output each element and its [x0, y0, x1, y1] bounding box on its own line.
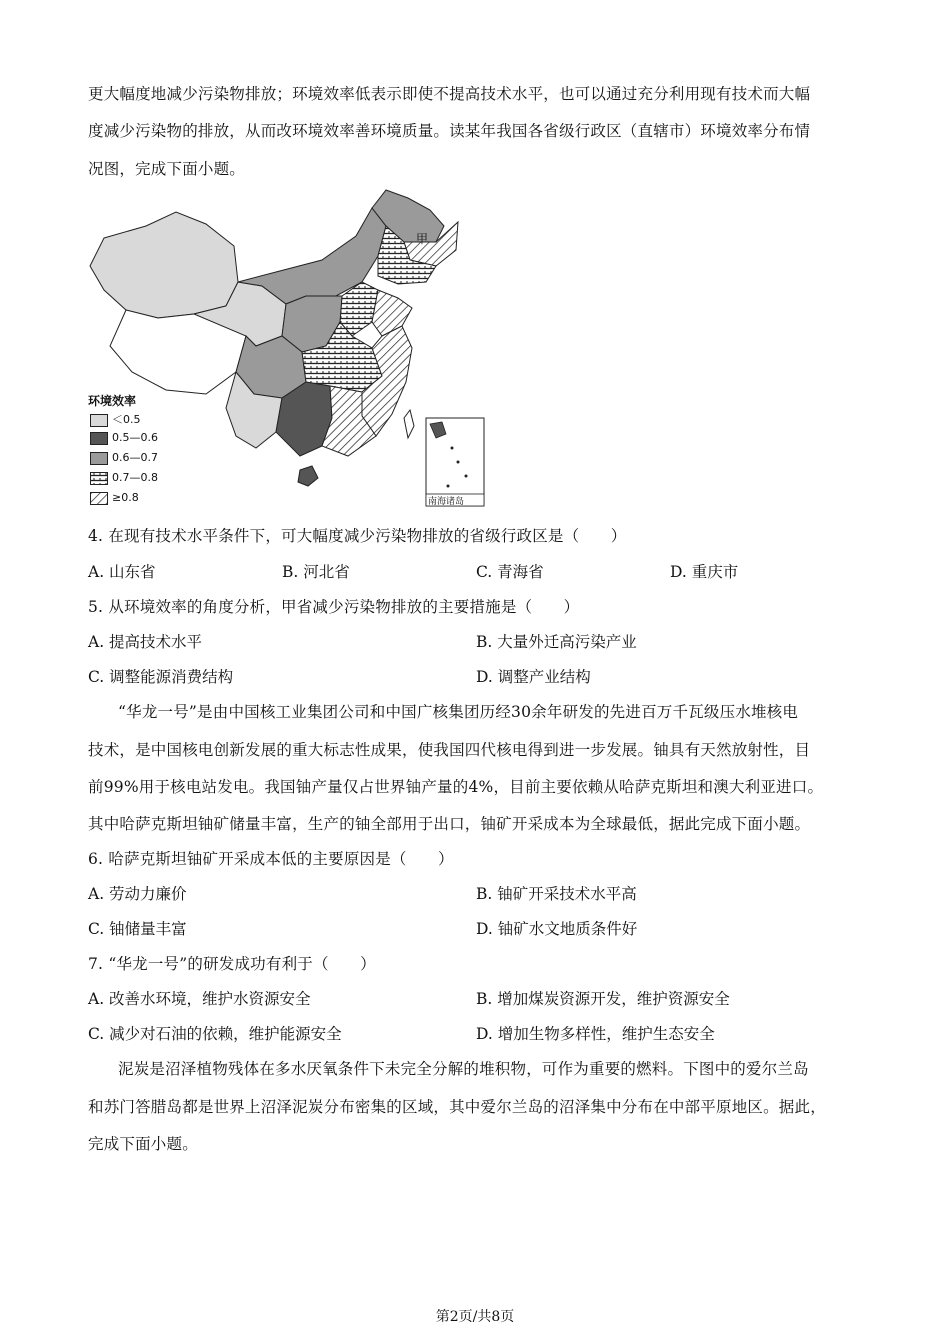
q7-option-c[interactable]: C. 减少对石油的依赖，维护能源安全 — [88, 1025, 342, 1043]
passage2-line-4: 其中哈萨克斯坦铀矿储量丰富，生产的铀全部用于出口，铀矿开采成本为全球最低，据此完成下面小题。 — [88, 815, 811, 833]
province-label-jia: 甲 — [416, 232, 429, 246]
legend-label: 0.7—0.8 — [112, 471, 158, 484]
passage2-line-2: 技术，是中国核电创新发展的重大标志性成果，使我国四代核电得到进一步发展。铀具有天然放射性，目 — [88, 741, 811, 759]
q6-option-b[interactable]: B. 铀矿开采技术水平高 — [476, 885, 637, 903]
passage2-line-3: 前99%用于核电站发电。我国铀产量仅占世界铀产量的4%，目前主要依赖从哈萨克斯坦和澳大利亚进口。 — [88, 778, 824, 796]
passage3-line-2: 和苏门答腊岛都是世界上沼泽泥炭分布密集的区域，其中爱尔兰岛的沼泽集中分布在中部平原地区。据此， — [88, 1098, 826, 1116]
q4-option-d[interactable]: D. 重庆市 — [670, 563, 739, 581]
passage3-line-1: 泥炭是沼泽植物残体在多水厌氧条件下未完全分解的堆积物，可作为重要的燃料。下图中的爱尔兰岛 — [118, 1060, 809, 1078]
page-footer: 第2页/共8页 — [435, 1309, 515, 1325]
legend-swatch — [90, 452, 108, 465]
legend-label: 0.5—0.6 — [112, 431, 158, 444]
q7-option-d[interactable]: D. 增加生物多样性，维护生态安全 — [476, 1025, 715, 1043]
intro-line-1: 更大幅度地减少污染物排放；环境效率低表示即使不提高技术水平，也可以通过充分利用现有技术而大幅 — [88, 85, 811, 103]
inset-label: 南海诸岛 — [428, 497, 465, 507]
q5-option-d[interactable]: D. 调整产业结构 — [476, 668, 591, 686]
q5-option-c[interactable]: C. 调整能源消费结构 — [88, 668, 234, 686]
legend-item-07-08 — [90, 471, 158, 485]
legend-label: 0.6—0.7 — [112, 451, 158, 464]
passage3-line-3: 完成下面小题。 — [88, 1135, 198, 1153]
q5-option-b[interactable]: B. 大量外迁高污染产业 — [476, 633, 637, 651]
q4-option-c[interactable]: C. 青海省 — [476, 563, 544, 581]
q7-stem: 7. “华龙一号”的研发成功有利于（ ） — [88, 955, 376, 973]
legend-swatch — [90, 432, 108, 445]
region-hainan — [298, 466, 318, 486]
intro-line-2: 度减少污染物的排放，从而改环境效率善环境质量。读某年我国各省级行政区（直辖市）环境效率分布情 — [88, 122, 811, 140]
q5-stem: 5. 从环境效率的角度分析，甲省减少污染物排放的主要措施是（ ） — [88, 598, 580, 616]
q4-option-b[interactable]: B. 河北省 — [282, 563, 350, 581]
region-shandong — [372, 290, 412, 336]
q6-option-d[interactable]: D. 铀矿水文地质条件好 — [476, 920, 638, 938]
legend-label: ＜0.5 — [112, 413, 141, 426]
intro-line-3: 况图，完成下面小题。 — [88, 160, 246, 178]
q6-stem: 6. 哈萨克斯坦铀矿开采成本低的主要原因是（ ） — [88, 850, 454, 868]
legend-item-ge-08 — [90, 491, 139, 505]
legend-swatch — [90, 472, 108, 485]
region-taiwan — [404, 410, 414, 438]
passage2-line-1: “华龙一号”是由中国核工业集团公司和中国广核集团历经30余年研发的先进百万千瓦级压水堆核电 — [118, 703, 799, 721]
legend-item-06-07 — [90, 451, 158, 465]
legend-title: 环境效率 — [88, 394, 137, 408]
legend-label: ≥0.8 — [112, 491, 139, 504]
environmental-efficiency-map — [86, 186, 486, 510]
legend-item-lt-05 — [90, 411, 141, 427]
q5-option-a[interactable]: A. 提高技术水平 — [88, 633, 203, 651]
q6-option-a[interactable]: A. 劳动力廉价 — [88, 885, 187, 903]
q4-option-a[interactable]: A. 山东省 — [88, 563, 156, 581]
legend-item-05-06 — [90, 431, 158, 445]
q7-option-a[interactable]: A. 改善水环境，维护水资源安全 — [88, 990, 311, 1008]
legend-swatch — [90, 492, 108, 505]
q6-option-c[interactable]: C. 铀储量丰富 — [88, 920, 187, 938]
legend-swatch — [90, 414, 108, 427]
q7-option-b[interactable]: B. 增加煤炭资源开发，维护资源安全 — [476, 990, 730, 1008]
region-xinjiang — [90, 212, 238, 318]
q4-stem: 4. 在现有技术水平条件下，可大幅度减少污染物排放的省级行政区是（ ） — [88, 527, 627, 545]
